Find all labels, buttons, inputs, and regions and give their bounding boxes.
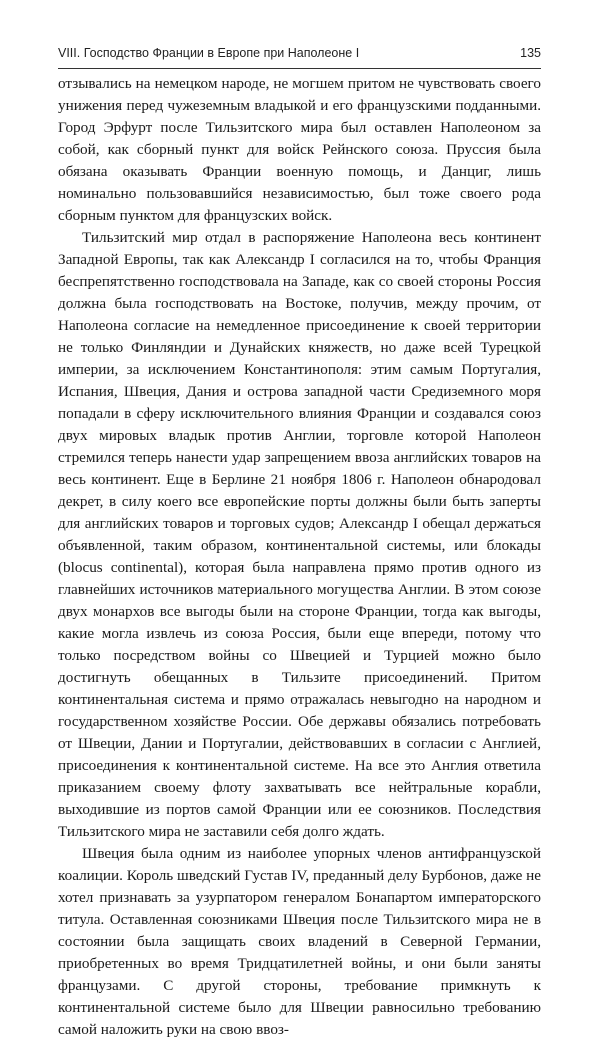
paragraph-2: Тильзитский мир отдал в распоряжение Наполеона весь континент Западной Европы, так как Александр I согласился на то, чтобы Франция беспрепятственно господствовала на Западе, как со своей стороны Россия должна была господствовать на Востоке, получив, между прочим, от Наполеона согласие на немедленное присоединение к своей территории не только Финляндии и Дунайских княжеств, но даже всей Турецкой империи, за исключением Константинополя: этим самым Португалия, Испания, Швеция, Дания и острова западной части Средиземного моря попадали в сферу исключительного влияния Франции и создавался союз двух мировых владык против Англии, торговле которой Наполеон стремился теперь нанести удар запрещением ввоза английских товаров на весь континент. Еще в Берлине 21 ноября 1806 г. Наполеон обнародовал декрет, в силу коего все европейские порты должны были быть заперты для английских товаров и торговых судов; Александр I обещал держаться объявленной, таким образом, континентальной системы, или блокады (blocus continental), которая была направлена прямо против одного из главнейших источников материального могущества Англии. В этом союзе двух монархов все выгоды были на стороне Франции, тогда как выгоды, какие могла извлечь из союза Россия, были еще впереди, потому что только посредством войны со Швецией и Турцией можно было достигнуть обещанных в Тильзите присоединений. Притом континентальная система и прямо отражалась невыгодно на народном и государственном хозяйстве России. Обе державы обязались потребовать от Швеции, Дании и Португалии, действовавших в согласии с Англией, присоединения к континентальной системе. На все это Англия ответила приказанием своему флоту захватывать все нейтральные корабли, выходившие из портов самой Франции или ее союзников. Последствия Тильзитского мира не заставили себя долго ждать. [58,229,541,840]
page-number: 135 [520,46,541,60]
chapter-title: VIII. Господство Франции в Европе при Наполеоне I [58,46,360,60]
paragraph-3: Швеция была одним из наиболее упорных членов антифранцузской коалиции. Король шведский Густав IV, преданный делу Бурбонов, даже не хотел признавать за узурпатором генералом Бонапартом императорского титула. Оставленная союзниками Швеция после Тильзитского мира не в состоянии была защищать своих владений в Северной Германии, приобретенных во время Тридцатилетней войны, и они были заняты французами. С другой стороны, требование примкнуть к континентальной системе было для Швеции равносильно требованию самой наложить руки на свою ввоз- [58,845,542,1038]
running-head [58,46,541,64]
body-text [58,73,541,1041]
header-rule [58,68,541,69]
paragraph-1: отзывались на немецком народе, не могшем притом не чувствовать своего унижения перед чужеземным владыкой и его французскими подданными. Город Эрфурт после Тильзитского мира был оставлен Наполеоном за собой, как сборный пункт для войск Рейнского союза. Пруссия была обязана оказывать Франции военную помощь, и Данциг, лишь номинально пользовавшийся независимостью, был тоже своего рода сборным пунктом для французских войск. [58,75,541,224]
